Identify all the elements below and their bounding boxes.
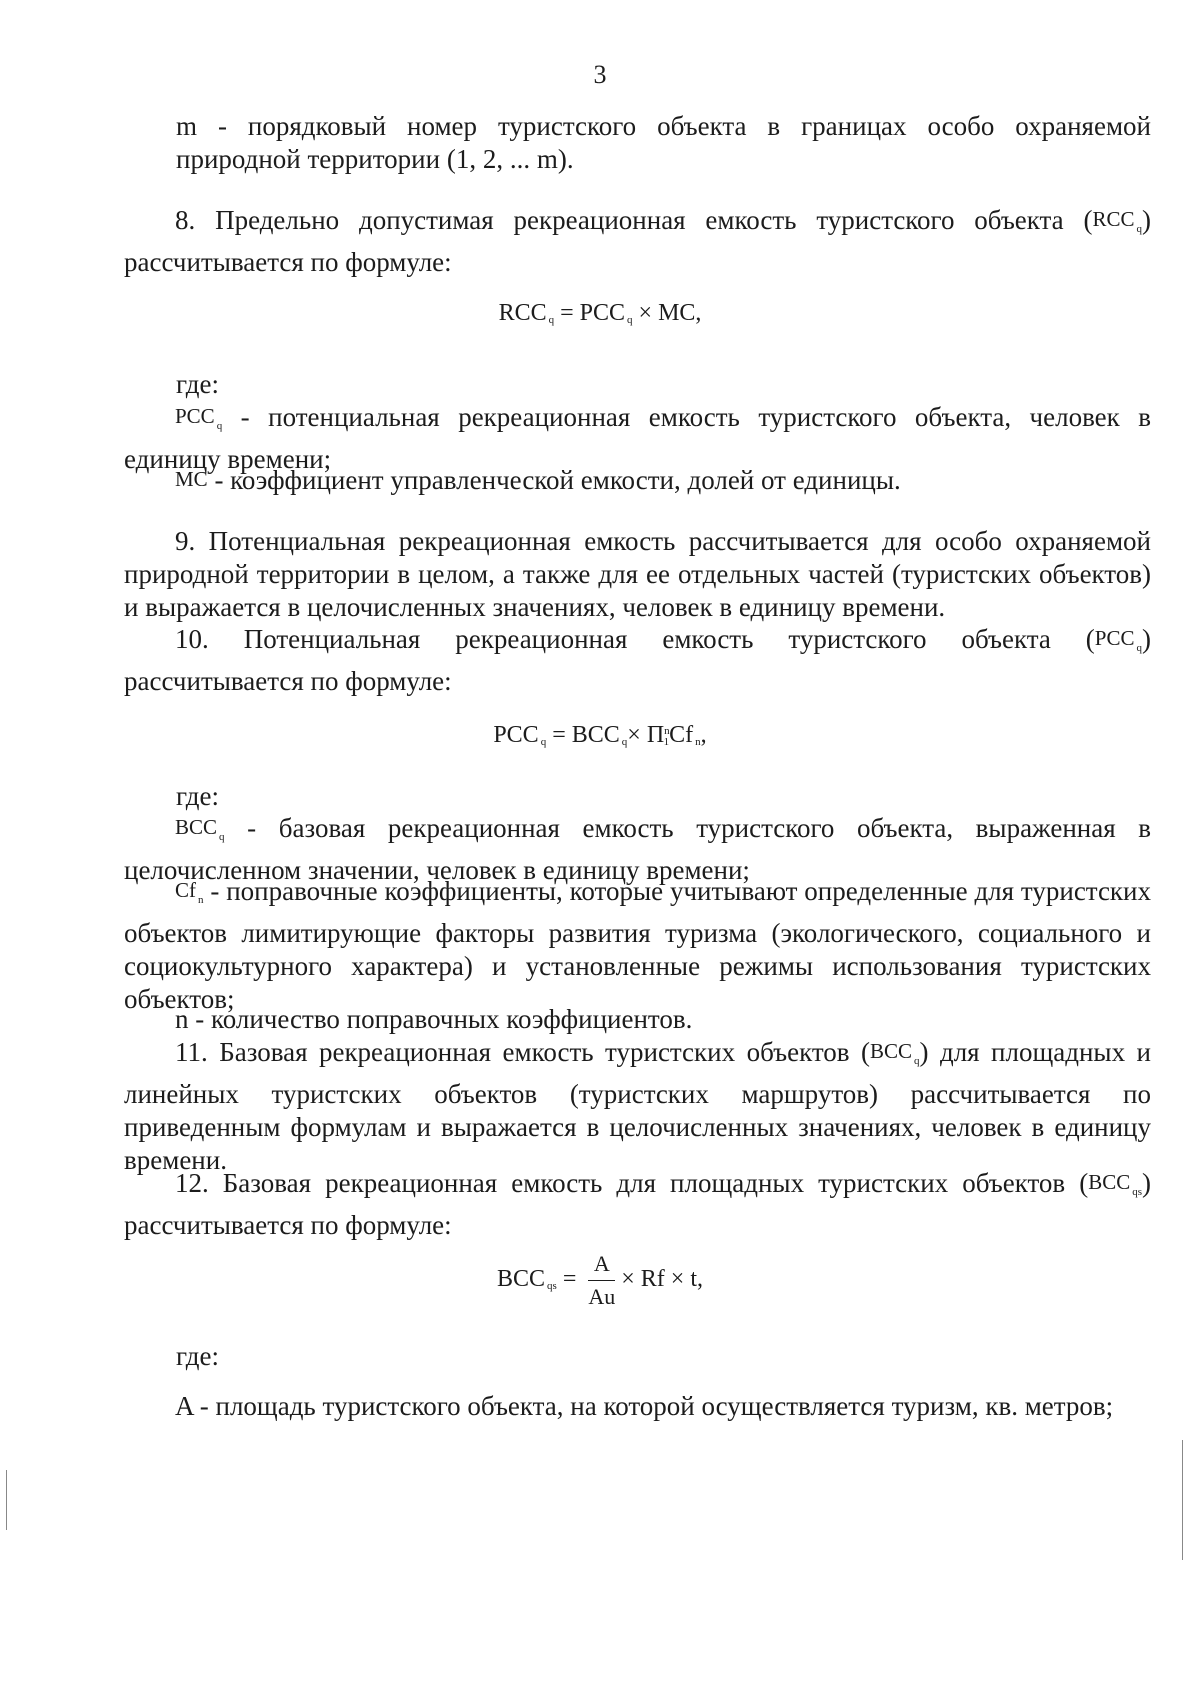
f2-product-sub: 1 bbox=[663, 736, 670, 748]
definition-a: A - площадь туристского объекта, на которой осуществляется туризм, кв. метров; bbox=[175, 1391, 1114, 1421]
definition-mc bbox=[124, 463, 1151, 497]
p12-text-after: ) рассчитывается по формуле: bbox=[124, 1168, 1151, 1240]
f2-b: Cf bbox=[669, 722, 694, 748]
p12-symbol-sub: qs bbox=[1132, 1186, 1142, 1198]
symbol-m: m bbox=[176, 111, 198, 141]
p11-symbol-sub: q bbox=[914, 1055, 920, 1067]
def-bcc-text: - базовая рекреационная емкость туристского объекта, выраженная в целочисленном значении, человек в единицу времени; bbox=[124, 813, 1151, 885]
p10-text-before: 10. Потенциальная рекреационная емкость туристского объекта ( bbox=[175, 624, 1095, 654]
p8-text-before: 8. Предельно допустимая рекреационная емкость туристского объекта ( bbox=[175, 205, 1093, 235]
f3-fraction bbox=[588, 1250, 615, 1311]
def-bcc-sub: q bbox=[219, 831, 225, 843]
formula-bcc-qs bbox=[0, 1250, 1200, 1311]
f2-product: П bbox=[646, 722, 665, 748]
f3-lhs: BCC bbox=[497, 1266, 546, 1293]
def-pcc-sub: q bbox=[216, 420, 223, 432]
where-label-3: где: bbox=[176, 1341, 219, 1371]
formula-pcc bbox=[0, 715, 1200, 759]
scan-edge-mark bbox=[1182, 1440, 1183, 1560]
paragraph-9: 9. Потенциальная рекреационная емкость рассчитывается для особо охраняемой природной территории в целом, а также для ее отдельных частей (туристских объектов) и выражается в целочисленных значениях, человек в единицу времени. bbox=[124, 526, 1151, 622]
p11-text-after: ) для площадных и линейных туристских объектов (туристских маршрутов) рассчитывается по приведенным формулам и выражается в целочисленных значениях, человек в единицу времени. bbox=[124, 1037, 1151, 1175]
p10-text-after: ) рассчитывается по формуле: bbox=[124, 624, 1151, 696]
f1-a-sub: q bbox=[627, 314, 633, 326]
def-mc-symbol: MC bbox=[175, 467, 208, 491]
p8-symbol-sub: q bbox=[1136, 223, 1142, 235]
f2-lhs-sub: q bbox=[540, 736, 547, 748]
def-bcc-symbol: BCC bbox=[175, 815, 218, 839]
f3-rest: × Rf × t, bbox=[621, 1266, 703, 1293]
def-cf-text: - поправочные коэффициенты, которые учитывают определенные для туристских объектов лимитирующие факторы развития туризма (экологического, социального и социокультурного характера) и установленные режимы использования туристских объектов; bbox=[124, 876, 1151, 1014]
page-number: 3 bbox=[593, 60, 607, 89]
f2-b-sub: n bbox=[695, 736, 701, 748]
p11-text-before: 11. Базовая рекреационная емкость туристских объектов ( bbox=[175, 1037, 870, 1067]
f1-b: MC, bbox=[658, 300, 702, 326]
p10-symbol-pcc: PCC bbox=[1094, 626, 1135, 650]
f1-a: PCC bbox=[579, 300, 626, 326]
paragraph-m-definition bbox=[176, 110, 1151, 176]
definition-n: n - количество поправочных коэффициентов. bbox=[175, 1004, 693, 1034]
f2-op: × bbox=[627, 722, 647, 748]
paragraph-12 bbox=[124, 1166, 1151, 1242]
paragraph-10 bbox=[124, 622, 1151, 698]
f3-denominator: Au bbox=[588, 1284, 616, 1309]
f1-eq: = bbox=[554, 300, 580, 326]
def-pcc-symbol: PCC bbox=[175, 404, 215, 428]
def-pcc-text: - потенциальная рекреационная емкость туристского объекта, человек в единицу времени; bbox=[124, 402, 1151, 474]
f3-eq: = bbox=[556, 1266, 583, 1293]
p11-symbol-bcc: BCC bbox=[869, 1039, 913, 1063]
scan-edge-mark bbox=[6, 1470, 7, 1530]
f2-tail: , bbox=[700, 722, 707, 748]
def-cf-sub: n bbox=[198, 894, 204, 906]
f2-a-sub: q bbox=[621, 736, 628, 748]
p10-symbol-sub: q bbox=[1136, 642, 1142, 654]
p8-text-after: ) рассчитывается по формуле: bbox=[124, 205, 1151, 277]
p12-symbol-bcc: BCC bbox=[1088, 1170, 1131, 1194]
f3-lhs-sub: qs bbox=[547, 1280, 557, 1293]
f1-op: × bbox=[632, 300, 659, 326]
paragraph-8 bbox=[124, 203, 1151, 279]
f2-eq: = bbox=[546, 722, 572, 748]
definition-cf bbox=[124, 874, 1151, 1016]
formula-rcc bbox=[0, 297, 1200, 337]
m-definition-text: - порядковый номер туристского объекта в границах особо охраняемой природной территории (1, 2, ... m). bbox=[176, 111, 1151, 174]
p8-symbol-rcc: RCC bbox=[1092, 207, 1135, 231]
f1-lhs: RCC bbox=[498, 300, 547, 326]
where-label-2: где: bbox=[176, 781, 219, 811]
paragraph-11 bbox=[124, 1035, 1151, 1177]
def-cf-symbol: Cf bbox=[175, 878, 196, 902]
f2-a: BCC bbox=[571, 722, 620, 748]
where-label-1: где: bbox=[176, 369, 219, 399]
f2-lhs: PCC bbox=[493, 722, 539, 748]
f3-numerator: A bbox=[588, 1250, 615, 1281]
def-mc-text: - коэффициент управленческой емкости, долей от единицы. bbox=[207, 465, 901, 495]
p12-text-before: 12. Базовая рекреационная емкость для площадных туристских объектов ( bbox=[175, 1168, 1089, 1198]
f1-lhs-sub: q bbox=[548, 314, 555, 326]
f2-product-sup: n bbox=[664, 725, 670, 737]
